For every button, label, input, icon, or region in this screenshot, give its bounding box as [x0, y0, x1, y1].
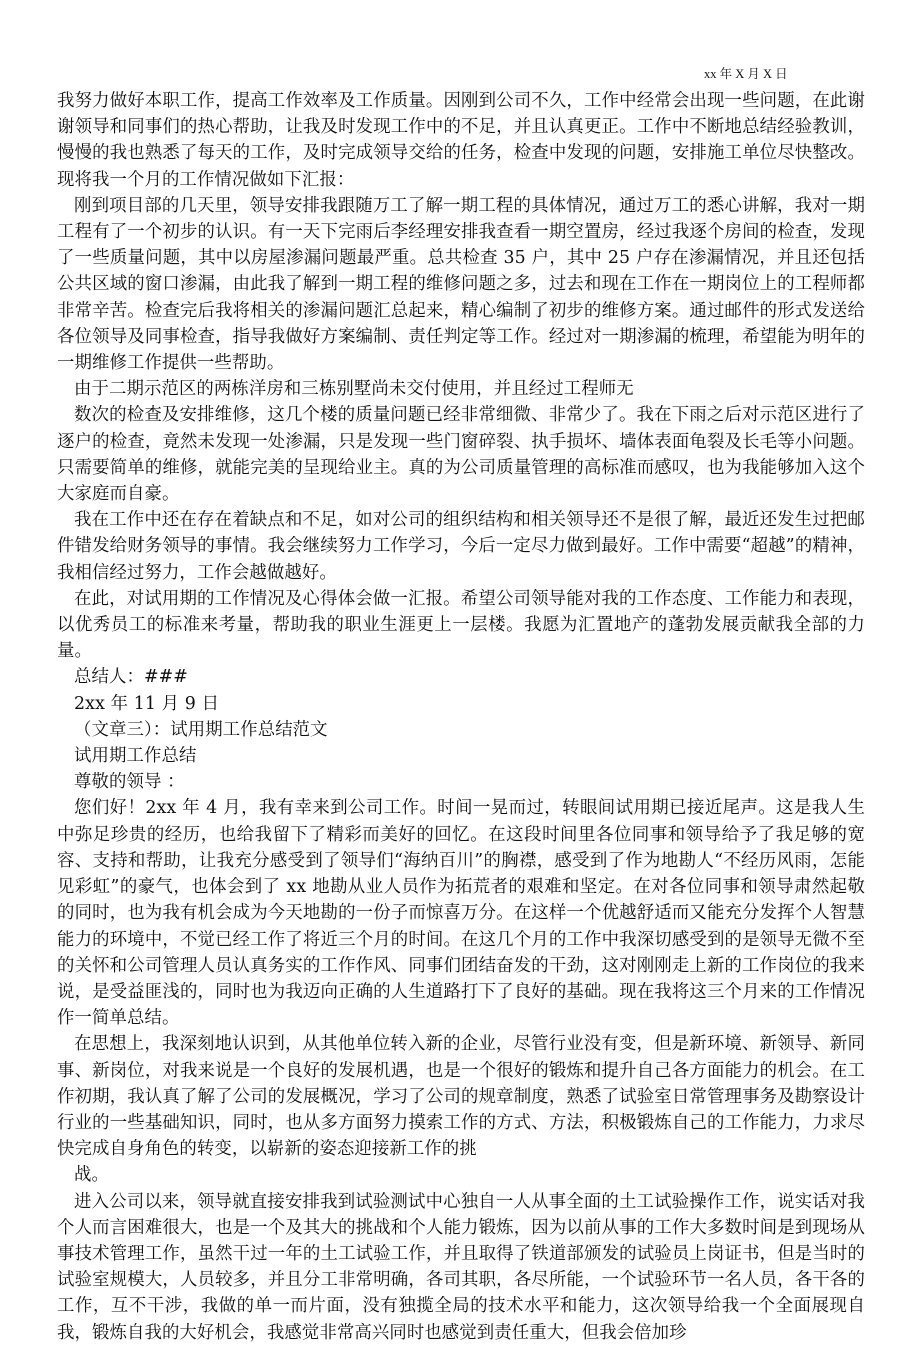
- salutation: 尊敬的领导 ：: [74, 772, 185, 793]
- article-heading: （文章三）：试用期工作总结范文: [74, 719, 328, 740]
- paragraph: 在思想上，我深刻地认识到，从其他单位转入新的企业，尽管行业没有变，但是新环境、新领导、新同事、新岗位，对我来说是一个良好的发展机遇，也是一个很好的锻炼和提升自己各方面能力的机会。在工作初期，我认真了解了公司的发展概况，学习了公司的规章制度，熟悉了试验室日常管理事务及勘察设计行业的一些基础知识，同时，也从多方面努力摸索工作的方式、方法，积极锻炼自己的工作能力，力求尽快完成自身角色的转变，以崭新的姿态迎接新工作的挑: [57, 1034, 865, 1160]
- document-body: [57, 88, 865, 1346]
- paragraph: 由于二期示范区的两栋洋房和三栋别墅尚未交付使用，并且经过工程师无: [74, 379, 634, 400]
- author-line: 总结人：###: [74, 667, 188, 688]
- paragraph: 在此，对试用期的工作情况及心得体会做一汇报。希望公司领导能对我的工作态度、工作能力和表现，以优秀员工的标准来考量，帮助我的职业生涯更上一层楼。我愿为汇置地产的蓬勃发展贡献我全部的力量。: [57, 588, 865, 662]
- date-header: xx 年 X 月 X 日: [704, 67, 788, 81]
- document-title: 试用期工作总结: [74, 746, 197, 767]
- paragraph: 您们好！2xx 年 4 月，我有幸来到公司工作。时间一晃而过，转眼间试用期已接近尾声。这是我人生中弥足珍贵的经历，也给我留下了精彩而美好的回忆。在这段时间里各位同事和领导给予了我足够的宽容、支持和帮助，让我充分感受到了领导们“海纳百川”的胸襟，感受到了作为地勘人“不经历风雨，怎能见彩虹”的豪气，也体会到了 xx 地勘从业人员作为拓荒者的艰难和坚定。在对各位同事和领导肃然起敬的同时，也为我有机会成为今天地勘的一份子而惊喜万分。在这样一个优越舒适而又能充分发挥个人智慧能力的环境中，不觉已经工作了将近三个月的时间。在这几个月的工作中我深切感受到的是领导无微不至的关怀和公司管理人员认真务实的工作作风、同事们团结奋发的干劲，这对刚刚走上新的工作岗位的我来说，是受益匪浅的，同时也为我迈向正确的人生道路打下了良好的基础。现在我将这三个月来的工作情况作一简单总结。: [57, 798, 865, 1029]
- paragraph: 战。: [74, 1165, 109, 1186]
- paragraph: 我努力做好本职工作，提高工作效率及工作质量。因刚到公司不久，工作中经常会出现一些问题，在此谢谢领导和同事们的热心帮助，让我及时发现工作中的不足，并且认真更正。工作中不断地总结经验教训，慢慢的我也熟悉了每天的工作，及时完成领导交给的任务，检查中发现的问题，安排施工单位尽快整改。现将我一个月的工作情况做如下汇报：: [57, 91, 865, 190]
- paragraph: 刚到项目部的几天里，领导安排我跟随万工了解一期工程的具体情况，通过万工的悉心讲解，我对一期工程有了一个初步的认识。有一天下完雨后李经理安排我查看一期空置房，经过我逐个房间的检查，发现了一些质量问题，其中以房屋渗漏问题最严重。总共检查 35 户，其中 25 户存在渗漏情况，并且还包括公共区域的窗口渗漏，由此我了解到一期工程的维修问题之多，过去和现在工作在一期岗位上的工程师都非常辛苦。检查完后我将相关的渗漏问题汇总起来，精心编制了初步的维修方案。通过邮件的形式发送给各位领导及同事检查，指导我做好方案编制、责任判定等工作。经过对一期渗漏的梳理，希望能为明年的一期维修工作提供一些帮助。: [57, 195, 865, 374]
- paragraph: 数次的检查及安排维修，这几个楼的质量问题已经非常细微、非常少了。我在下雨之后对示范区进行了逐户的检查，竟然未发现一处渗漏，只是发现一些门窗碎裂、执手损坏、墙体表面龟裂及长毛等小问题。只需要简单的维修，就能完美的呈现给业主。真的为公司质量管理的高标准而感叹，也为我能够加入这个大家庭而自豪。: [57, 405, 865, 505]
- paragraph: 我在工作中还在存在着缺点和不足，如对公司的组织结构和相关领导还不是很了解，最近还发生过把邮件错发给财务领导的事情。我会继续努力工作学习，今后一定尽力做到最好。工作中需要“超越”的精神，我相信经过努力，工作会越做越好。: [57, 510, 865, 583]
- date-line: 2xx 年 11 月 9 日: [74, 693, 220, 714]
- paragraph: 进入公司以来，领导就直接安排我到试验测试中心独自一人从事全面的土工试验操作工作，说实话对我个人而言困难很大，也是一个及其大的挑战和个人能力锻炼，因为以前从事的工作大多数时间是到现场从事技术管理工作，虽然干过一年的土工试验工作，并且取得了铁道部颁发的试验员上岗证书，但是当时的试验室规模大，人员较多，并且分工非常明确，各司其职，各尽所能，一个试验环节一名人员，各干各的工作，互不干涉，我做的单一而片面，没有独揽全局的技术水平和能力，这次领导给我一个全面展现自我，锻炼自我的大好机会，我感觉非常高兴同时也感觉到责任重大，但我会倍加珍: [57, 1191, 865, 1343]
